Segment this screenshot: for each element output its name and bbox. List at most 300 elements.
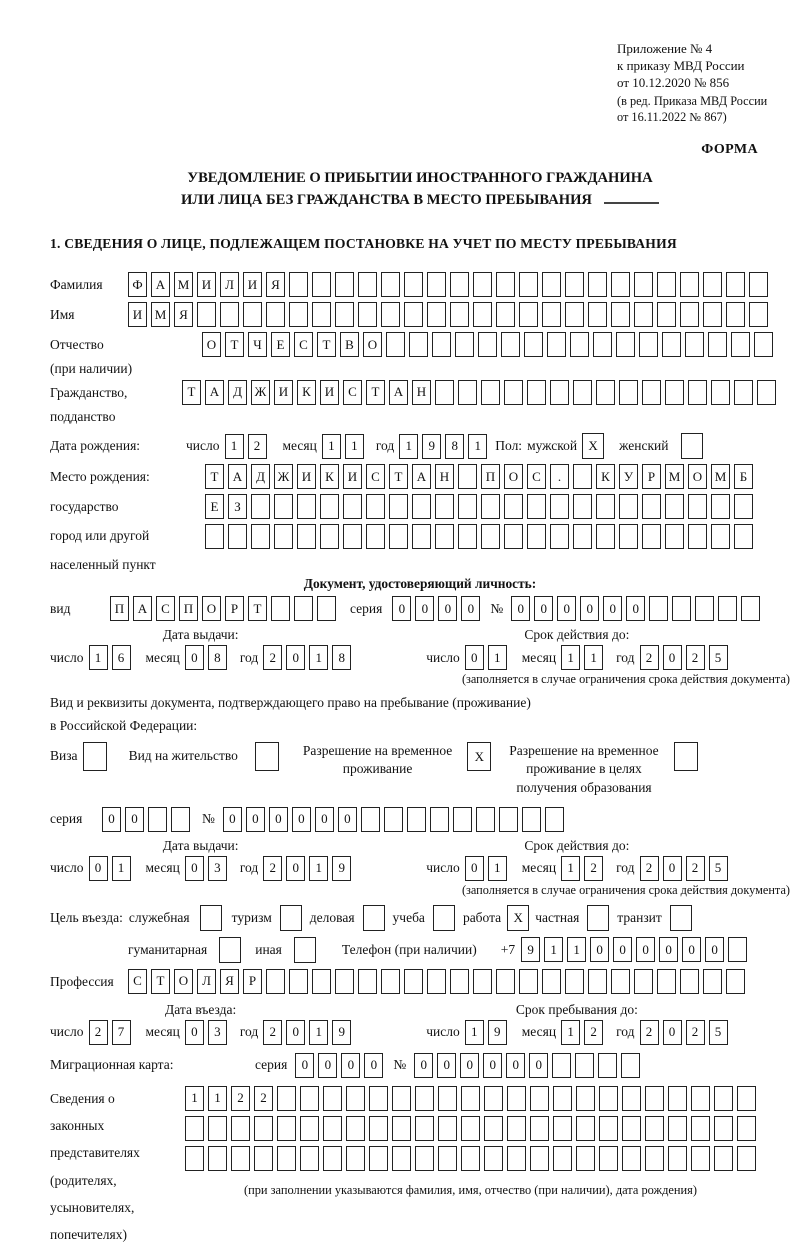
char-box[interactable] xyxy=(450,302,469,327)
char-box[interactable] xyxy=(599,1146,618,1171)
char-box[interactable] xyxy=(685,332,704,357)
char-box[interactable]: 1 xyxy=(584,645,603,670)
char-box[interactable]: А xyxy=(205,380,224,405)
char-box[interactable] xyxy=(616,332,635,357)
char-box[interactable] xyxy=(458,524,477,549)
char-box[interactable]: С xyxy=(294,332,313,357)
char-box[interactable]: О xyxy=(363,332,382,357)
char-box[interactable] xyxy=(708,332,727,357)
char-box[interactable]: 6 xyxy=(112,645,131,670)
char-box[interactable]: 0 xyxy=(557,596,576,621)
char-box[interactable] xyxy=(404,302,423,327)
char-box[interactable] xyxy=(504,380,523,405)
char-box[interactable] xyxy=(277,1086,296,1111)
char-box[interactable] xyxy=(277,1146,296,1171)
char-box[interactable] xyxy=(542,302,561,327)
char-box[interactable] xyxy=(481,380,500,405)
char-box[interactable] xyxy=(731,332,750,357)
char-box[interactable]: 0 xyxy=(392,596,411,621)
char-box[interactable]: Н xyxy=(435,464,454,489)
char-box[interactable] xyxy=(231,1116,250,1141)
char-box[interactable] xyxy=(366,494,385,519)
char-box[interactable]: 2 xyxy=(640,645,659,670)
char-box[interactable] xyxy=(389,524,408,549)
char-box[interactable] xyxy=(622,1146,641,1171)
temp-residence-education-checkbox[interactable] xyxy=(674,742,698,771)
char-box[interactable] xyxy=(358,272,377,297)
char-box[interactable] xyxy=(703,969,722,994)
char-box[interactable] xyxy=(670,905,692,931)
char-box[interactable] xyxy=(665,380,684,405)
char-box[interactable] xyxy=(575,1053,594,1078)
char-box[interactable]: 0 xyxy=(506,1053,525,1078)
char-box[interactable] xyxy=(363,905,385,931)
char-box[interactable]: Т xyxy=(317,332,336,357)
char-box[interactable] xyxy=(323,1116,342,1141)
char-box[interactable]: 0 xyxy=(246,807,265,832)
char-box[interactable]: 0 xyxy=(341,1053,360,1078)
char-box[interactable]: Т xyxy=(225,332,244,357)
char-box[interactable]: 0 xyxy=(438,596,457,621)
char-box[interactable]: О xyxy=(174,969,193,994)
char-box[interactable] xyxy=(662,332,681,357)
char-box[interactable]: 0 xyxy=(286,1020,305,1045)
char-box[interactable]: Н xyxy=(412,380,431,405)
char-box[interactable] xyxy=(711,524,730,549)
char-box[interactable]: 5 xyxy=(709,645,728,670)
char-box[interactable] xyxy=(757,380,776,405)
purpose-study-checkbox[interactable] xyxy=(433,905,455,931)
purpose-business-checkbox[interactable] xyxy=(363,905,385,931)
char-box[interactable] xyxy=(404,969,423,994)
char-box[interactable] xyxy=(415,1086,434,1111)
char-box[interactable] xyxy=(547,332,566,357)
char-box[interactable]: 1 xyxy=(561,856,580,881)
char-box[interactable] xyxy=(657,272,676,297)
char-box[interactable]: 0 xyxy=(465,645,484,670)
char-box[interactable] xyxy=(527,494,546,519)
char-box[interactable]: 0 xyxy=(185,645,204,670)
char-box[interactable] xyxy=(481,494,500,519)
char-box[interactable] xyxy=(596,380,615,405)
visa-checkbox[interactable] xyxy=(83,742,107,771)
char-box[interactable]: О xyxy=(504,464,523,489)
char-box[interactable]: 0 xyxy=(663,645,682,670)
char-box[interactable] xyxy=(634,302,653,327)
char-box[interactable] xyxy=(519,969,538,994)
char-box[interactable] xyxy=(642,524,661,549)
char-box[interactable]: 0 xyxy=(613,937,632,962)
char-box[interactable] xyxy=(681,433,703,459)
char-box[interactable] xyxy=(205,524,224,549)
char-box[interactable] xyxy=(565,272,584,297)
char-box[interactable] xyxy=(499,807,518,832)
char-box[interactable] xyxy=(185,1146,204,1171)
char-box[interactable]: 0 xyxy=(185,856,204,881)
char-box[interactable] xyxy=(749,272,768,297)
char-box[interactable]: 1 xyxy=(488,645,507,670)
char-box[interactable]: 0 xyxy=(659,937,678,962)
residence-permit-checkbox[interactable] xyxy=(255,742,279,771)
char-box[interactable]: А xyxy=(133,596,152,621)
char-box[interactable] xyxy=(200,905,222,931)
char-box[interactable]: М xyxy=(151,302,170,327)
char-box[interactable] xyxy=(476,807,495,832)
char-box[interactable]: 2 xyxy=(263,645,282,670)
char-box[interactable] xyxy=(346,1116,365,1141)
char-box[interactable] xyxy=(404,272,423,297)
char-box[interactable] xyxy=(507,1116,526,1141)
char-box[interactable] xyxy=(289,302,308,327)
char-box[interactable]: И xyxy=(128,302,147,327)
char-box[interactable] xyxy=(588,302,607,327)
char-box[interactable] xyxy=(530,1116,549,1141)
char-box[interactable] xyxy=(576,1146,595,1171)
char-box[interactable]: 1 xyxy=(89,645,108,670)
char-box[interactable] xyxy=(553,1116,572,1141)
char-box[interactable] xyxy=(358,969,377,994)
char-box[interactable] xyxy=(369,1146,388,1171)
char-box[interactable] xyxy=(668,1116,687,1141)
char-box[interactable] xyxy=(312,272,331,297)
char-box[interactable] xyxy=(711,380,730,405)
char-box[interactable] xyxy=(573,464,592,489)
char-box[interactable] xyxy=(599,1116,618,1141)
char-box[interactable] xyxy=(668,1086,687,1111)
char-box[interactable] xyxy=(639,332,658,357)
char-box[interactable]: 0 xyxy=(626,596,645,621)
char-box[interactable] xyxy=(734,524,753,549)
char-box[interactable] xyxy=(691,1086,710,1111)
char-box[interactable] xyxy=(496,272,515,297)
char-box[interactable] xyxy=(484,1146,503,1171)
char-box[interactable]: Ж xyxy=(251,380,270,405)
char-box[interactable] xyxy=(473,969,492,994)
char-box[interactable]: 1 xyxy=(309,856,328,881)
char-box[interactable] xyxy=(228,524,247,549)
char-box[interactable]: 8 xyxy=(208,645,227,670)
char-box[interactable]: 0 xyxy=(318,1053,337,1078)
char-box[interactable] xyxy=(726,302,745,327)
char-box[interactable]: 1 xyxy=(309,645,328,670)
char-box[interactable] xyxy=(430,807,449,832)
char-box[interactable] xyxy=(726,272,745,297)
char-box[interactable]: 0 xyxy=(185,1020,204,1045)
char-box[interactable] xyxy=(297,494,316,519)
char-box[interactable] xyxy=(458,464,477,489)
char-box[interactable] xyxy=(407,807,426,832)
char-box[interactable] xyxy=(734,380,753,405)
char-box[interactable] xyxy=(231,1146,250,1171)
char-box[interactable]: 2 xyxy=(686,856,705,881)
char-box[interactable]: 1 xyxy=(567,937,586,962)
char-box[interactable] xyxy=(208,1116,227,1141)
char-box[interactable] xyxy=(438,1086,457,1111)
char-box[interactable] xyxy=(665,494,684,519)
char-box[interactable] xyxy=(481,524,500,549)
char-box[interactable]: И xyxy=(320,380,339,405)
char-box[interactable]: 0 xyxy=(460,1053,479,1078)
char-box[interactable] xyxy=(478,332,497,357)
char-box[interactable]: С xyxy=(156,596,175,621)
char-box[interactable]: 9 xyxy=(332,1020,351,1045)
char-box[interactable]: П xyxy=(179,596,198,621)
char-box[interactable] xyxy=(504,494,523,519)
char-box[interactable]: 0 xyxy=(603,596,622,621)
char-box[interactable]: 5 xyxy=(709,1020,728,1045)
char-box[interactable]: 0 xyxy=(590,937,609,962)
char-box[interactable]: Т xyxy=(366,380,385,405)
purpose-official-checkbox[interactable] xyxy=(200,905,222,931)
char-box[interactable] xyxy=(573,494,592,519)
char-box[interactable]: М xyxy=(711,464,730,489)
char-box[interactable] xyxy=(611,272,630,297)
char-box[interactable] xyxy=(645,1146,664,1171)
char-box[interactable] xyxy=(657,302,676,327)
char-box[interactable]: 3 xyxy=(208,856,227,881)
char-box[interactable] xyxy=(271,596,290,621)
char-box[interactable] xyxy=(688,524,707,549)
char-box[interactable]: 0 xyxy=(286,856,305,881)
char-box[interactable] xyxy=(266,969,285,994)
char-box[interactable] xyxy=(473,302,492,327)
char-box[interactable]: 1 xyxy=(488,856,507,881)
char-box[interactable]: П xyxy=(110,596,129,621)
char-box[interactable]: 0 xyxy=(292,807,311,832)
char-box[interactable]: 0 xyxy=(511,596,530,621)
char-box[interactable] xyxy=(427,969,446,994)
char-box[interactable] xyxy=(381,302,400,327)
char-box[interactable]: 0 xyxy=(663,1020,682,1045)
char-box[interactable]: Р xyxy=(642,464,661,489)
char-box[interactable] xyxy=(703,272,722,297)
char-box[interactable] xyxy=(185,1116,204,1141)
char-box[interactable] xyxy=(208,1146,227,1171)
char-box[interactable]: Л xyxy=(197,969,216,994)
char-box[interactable] xyxy=(432,332,451,357)
char-box[interactable] xyxy=(343,494,362,519)
purpose-tourism-checkbox[interactable] xyxy=(280,905,302,931)
char-box[interactable]: А xyxy=(389,380,408,405)
char-box[interactable]: А xyxy=(412,464,431,489)
char-box[interactable]: 0 xyxy=(286,645,305,670)
char-box[interactable] xyxy=(718,596,737,621)
char-box[interactable]: 8 xyxy=(445,434,464,459)
char-box[interactable] xyxy=(599,1086,618,1111)
char-box[interactable]: 0 xyxy=(315,807,334,832)
char-box[interactable] xyxy=(665,524,684,549)
char-box[interactable] xyxy=(312,302,331,327)
char-box[interactable] xyxy=(274,494,293,519)
char-box[interactable] xyxy=(255,742,279,771)
char-box[interactable]: 0 xyxy=(461,596,480,621)
char-box[interactable] xyxy=(300,1086,319,1111)
char-box[interactable]: 0 xyxy=(415,596,434,621)
char-box[interactable]: И xyxy=(197,272,216,297)
char-box[interactable]: 9 xyxy=(422,434,441,459)
char-box[interactable]: 2 xyxy=(640,1020,659,1045)
char-box[interactable] xyxy=(573,380,592,405)
char-box[interactable] xyxy=(737,1086,756,1111)
char-box[interactable] xyxy=(530,1086,549,1111)
char-box[interactable]: 5 xyxy=(709,856,728,881)
char-box[interactable]: 0 xyxy=(338,807,357,832)
char-box[interactable]: Б xyxy=(734,464,753,489)
char-box[interactable] xyxy=(384,807,403,832)
char-box[interactable]: Т xyxy=(389,464,408,489)
char-box[interactable]: 3 xyxy=(208,1020,227,1045)
char-box[interactable]: 1 xyxy=(561,1020,580,1045)
char-box[interactable] xyxy=(695,596,714,621)
char-box[interactable] xyxy=(219,937,241,963)
char-box[interactable]: И xyxy=(343,464,362,489)
char-box[interactable]: X xyxy=(467,742,491,771)
char-box[interactable]: 0 xyxy=(529,1053,548,1078)
char-box[interactable]: И xyxy=(274,380,293,405)
char-box[interactable]: X xyxy=(582,433,604,459)
char-box[interactable] xyxy=(461,1116,480,1141)
char-box[interactable] xyxy=(619,524,638,549)
char-box[interactable]: 2 xyxy=(248,434,267,459)
char-box[interactable] xyxy=(749,302,768,327)
char-box[interactable] xyxy=(524,332,543,357)
char-box[interactable]: 0 xyxy=(663,856,682,881)
char-box[interactable]: 1 xyxy=(112,856,131,881)
char-box[interactable]: О xyxy=(202,596,221,621)
char-box[interactable]: И xyxy=(297,464,316,489)
char-box[interactable] xyxy=(642,380,661,405)
char-box[interactable] xyxy=(289,969,308,994)
char-box[interactable] xyxy=(335,302,354,327)
char-box[interactable] xyxy=(461,1146,480,1171)
char-box[interactable] xyxy=(672,596,691,621)
purpose-other-checkbox[interactable] xyxy=(294,937,316,963)
char-box[interactable] xyxy=(588,969,607,994)
char-box[interactable] xyxy=(83,742,107,771)
char-box[interactable]: 7 xyxy=(112,1020,131,1045)
char-box[interactable]: 9 xyxy=(488,1020,507,1045)
char-box[interactable]: А xyxy=(228,464,247,489)
char-box[interactable] xyxy=(565,969,584,994)
char-box[interactable]: 1 xyxy=(465,1020,484,1045)
char-box[interactable]: Я xyxy=(174,302,193,327)
char-box[interactable] xyxy=(680,302,699,327)
char-box[interactable]: 0 xyxy=(465,856,484,881)
char-box[interactable] xyxy=(527,380,546,405)
char-box[interactable]: 2 xyxy=(89,1020,108,1045)
char-box[interactable] xyxy=(726,969,745,994)
char-box[interactable]: П xyxy=(481,464,500,489)
char-box[interactable]: 2 xyxy=(686,645,705,670)
char-box[interactable] xyxy=(674,742,698,771)
char-box[interactable] xyxy=(587,905,609,931)
char-box[interactable] xyxy=(317,596,336,621)
char-box[interactable]: . xyxy=(550,464,569,489)
char-box[interactable] xyxy=(621,1053,640,1078)
char-box[interactable] xyxy=(688,494,707,519)
char-box[interactable] xyxy=(522,807,541,832)
char-box[interactable] xyxy=(386,332,405,357)
char-box[interactable] xyxy=(588,272,607,297)
char-box[interactable]: 0 xyxy=(364,1053,383,1078)
char-box[interactable] xyxy=(243,302,262,327)
char-box[interactable]: 2 xyxy=(640,856,659,881)
char-box[interactable]: И xyxy=(243,272,262,297)
char-box[interactable]: С xyxy=(128,969,147,994)
char-box[interactable] xyxy=(277,1116,296,1141)
char-box[interactable]: 8 xyxy=(332,645,351,670)
char-box[interactable]: 0 xyxy=(437,1053,456,1078)
char-box[interactable] xyxy=(550,524,569,549)
char-box[interactable] xyxy=(611,969,630,994)
char-box[interactable]: 0 xyxy=(534,596,553,621)
char-box[interactable] xyxy=(645,1116,664,1141)
char-box[interactable]: 1 xyxy=(185,1086,204,1111)
char-box[interactable]: 0 xyxy=(414,1053,433,1078)
char-box[interactable] xyxy=(455,332,474,357)
char-box[interactable] xyxy=(711,494,730,519)
char-box[interactable]: Ч xyxy=(248,332,267,357)
char-box[interactable]: 0 xyxy=(295,1053,314,1078)
char-box[interactable] xyxy=(392,1086,411,1111)
char-box[interactable]: Ж xyxy=(274,464,293,489)
char-box[interactable] xyxy=(294,937,316,963)
char-box[interactable] xyxy=(680,272,699,297)
char-box[interactable]: 0 xyxy=(636,937,655,962)
char-box[interactable] xyxy=(504,524,523,549)
char-box[interactable] xyxy=(734,494,753,519)
char-box[interactable] xyxy=(714,1146,733,1171)
char-box[interactable] xyxy=(266,302,285,327)
char-box[interactable]: 2 xyxy=(263,856,282,881)
char-box[interactable]: Е xyxy=(271,332,290,357)
char-box[interactable] xyxy=(438,1146,457,1171)
char-box[interactable] xyxy=(703,302,722,327)
char-box[interactable] xyxy=(519,302,538,327)
char-box[interactable]: 1 xyxy=(208,1086,227,1111)
char-box[interactable]: К xyxy=(596,464,615,489)
char-box[interactable] xyxy=(412,494,431,519)
char-box[interactable] xyxy=(289,272,308,297)
char-box[interactable] xyxy=(657,969,676,994)
char-box[interactable]: 0 xyxy=(89,856,108,881)
char-box[interactable]: Т xyxy=(205,464,224,489)
char-box[interactable] xyxy=(714,1116,733,1141)
char-box[interactable] xyxy=(668,1146,687,1171)
char-box[interactable] xyxy=(680,969,699,994)
char-box[interactable] xyxy=(530,1146,549,1171)
char-box[interactable]: С xyxy=(343,380,362,405)
char-box[interactable] xyxy=(553,1086,572,1111)
char-box[interactable] xyxy=(254,1146,273,1171)
char-box[interactable]: Д xyxy=(228,380,247,405)
char-box[interactable] xyxy=(369,1116,388,1141)
char-box[interactable] xyxy=(565,302,584,327)
char-box[interactable] xyxy=(642,494,661,519)
char-box[interactable] xyxy=(435,494,454,519)
char-box[interactable] xyxy=(335,969,354,994)
char-box[interactable] xyxy=(433,905,455,931)
char-box[interactable]: З xyxy=(228,494,247,519)
char-box[interactable]: 1 xyxy=(561,645,580,670)
char-box[interactable] xyxy=(619,380,638,405)
char-box[interactable] xyxy=(220,302,239,327)
char-box[interactable]: Я xyxy=(266,272,285,297)
char-box[interactable] xyxy=(691,1116,710,1141)
purpose-humanitarian-checkbox[interactable] xyxy=(219,937,241,963)
char-box[interactable] xyxy=(453,807,472,832)
char-box[interactable] xyxy=(542,272,561,297)
